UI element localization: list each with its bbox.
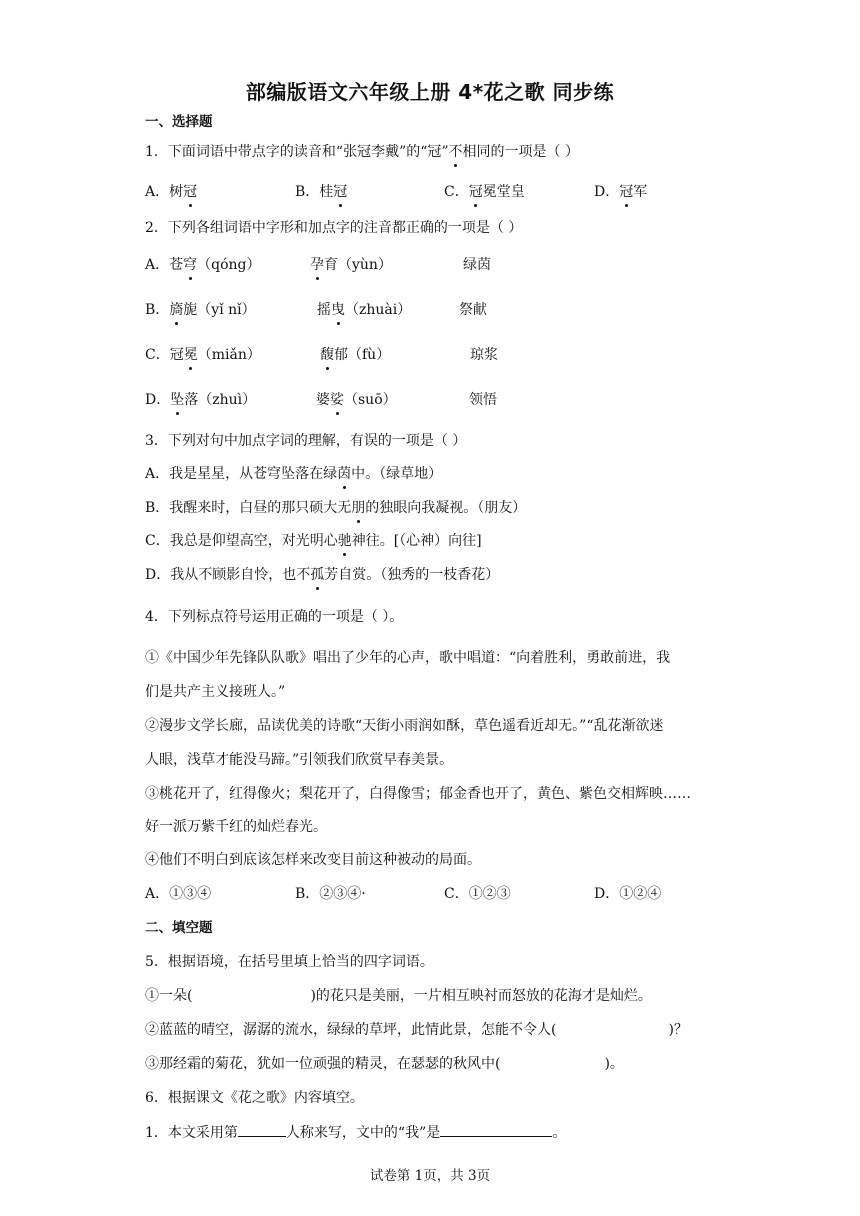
q4-option-b: B．②③④· <box>295 886 366 902</box>
q2-option-c-col3: 琼浆 <box>470 347 498 363</box>
q1-option-d: D．冠军 <box>594 184 648 200</box>
section-heading-fill: 二、填空题 <box>145 920 213 936</box>
section-heading-choice: 一、选择题 <box>145 114 213 130</box>
q4-statement-line: ④他们不明白到底该怎样来改变目前这种被动的局面。 <box>145 852 481 868</box>
q4-statement-line: ③桃花开了，红得像火；梨花开了，白得像雪；郁金香也开了，黄色、紫色交相辉映…… <box>145 786 691 802</box>
question-4-stem: 4．下列标点符号运用正确的一项是（ ）。 <box>145 609 404 625</box>
q4-statement-line: ②漫步文学长廊，品读优美的诗歌“天街小雨润如酥，草色遥看近却无。”“乱花渐欲迷 <box>145 718 664 734</box>
q3-option-b: B．我醒来时，白昼的那只硕大无朋的独眼向我凝视。（朋友） <box>145 500 527 516</box>
question-2-stem: 2．下列各组词语中字形和加点字的注音都正确的一项是（ ） <box>145 220 523 236</box>
q3-option-d: D．我从不顾影自怜，也不孤芳自赏。（独秀的一枝香花） <box>145 567 500 583</box>
question-3-stem: 3．下列对句中加点字词的理解，有误的一项是（ ） <box>145 433 467 449</box>
q3-option-c: C．我总是仰望高空，对光明心驰神往。[（心神）向往] <box>145 533 482 549</box>
q2-option-b-col3: 祭献 <box>459 302 487 318</box>
q2-option-d-col3: 领悟 <box>469 392 497 408</box>
question-1-stem: 1．下面词语中带点字的读音和“张冠李戴”的“冠”不相同的一项是（ ） <box>145 144 579 160</box>
q5-item-2: ②蓝蓝的晴空，潺潺的流水，绿绿的草坪，此情此景，怎能不令人( )？ <box>145 1022 688 1038</box>
q4-option-a: A．①③④ <box>145 886 212 902</box>
q3-option-a: A．我是星星，从苍穹坠落在绿茵中。（绿草地） <box>145 466 443 482</box>
q4-statement-line: 人眼，浅草才能没马蹄。”引领我们欣赏早春美景。 <box>145 752 454 768</box>
q4-statement-line: 们是共产主义接班人。” <box>145 684 286 700</box>
q2-option-c-col1: C．冠冕（miǎn） <box>145 347 261 363</box>
q2-option-b-col2: 摇曳（zhuài） <box>317 302 412 318</box>
q5-item-3: ③那经霜的菊花，犹如一位顽强的精灵，在瑟瑟的秋风中( )。 <box>145 1056 624 1072</box>
answer-blank[interactable] <box>238 1122 286 1137</box>
q2-option-a-col3: 绿茵 <box>463 257 491 273</box>
q6-item-1: 1．本文采用第 人称来写，文中的“我”是 。 <box>145 1122 566 1143</box>
q2-option-d-col2: 婆娑（suō） <box>316 392 397 408</box>
q2-option-a-col2: 孕育（yùn） <box>310 257 392 273</box>
answer-blank[interactable] <box>440 1122 552 1137</box>
q4-option-d: D．①②④ <box>594 886 662 902</box>
question-6-stem: 6．根据课文《花之歌》内容填空。 <box>145 1090 364 1106</box>
q2-option-d-col1: D．坠落（zhuì） <box>145 392 257 408</box>
q2-option-c-col2: 馥郁（fù） <box>320 347 391 363</box>
page-title: 部编版语文六年级上册 4*花之歌 同步练 <box>245 80 615 104</box>
question-5-stem: 5．根据语境，在括号里填上恰当的四字词语。 <box>145 954 434 970</box>
page-footer: 试卷第 1页，共 3页 <box>369 1168 491 1184</box>
q2-option-b-col1: B．旖旎（yǐ nǐ） <box>145 302 256 318</box>
q4-statement-line: ①《中国少年先锋队队歌》唱出了少年的心声，歌中唱道：“向着胜利，勇敢前进，我 <box>145 650 671 666</box>
q1-option-a: A．树冠 <box>145 184 198 200</box>
q4-option-c: C．①②③ <box>444 886 511 902</box>
q4-statement-line: 好一派万紫千红的灿烂春光。 <box>145 819 327 835</box>
q5-item-1: ①一朵( )的花只是美丽，一片相互映衬而怒放的花海才是灿烂。 <box>145 988 652 1004</box>
q2-option-a-col1: A．苍穹（qóng） <box>145 257 261 273</box>
q1-option-b: B．桂冠 <box>295 184 348 200</box>
q1-option-c: C．冠冕堂皇 <box>444 184 525 200</box>
